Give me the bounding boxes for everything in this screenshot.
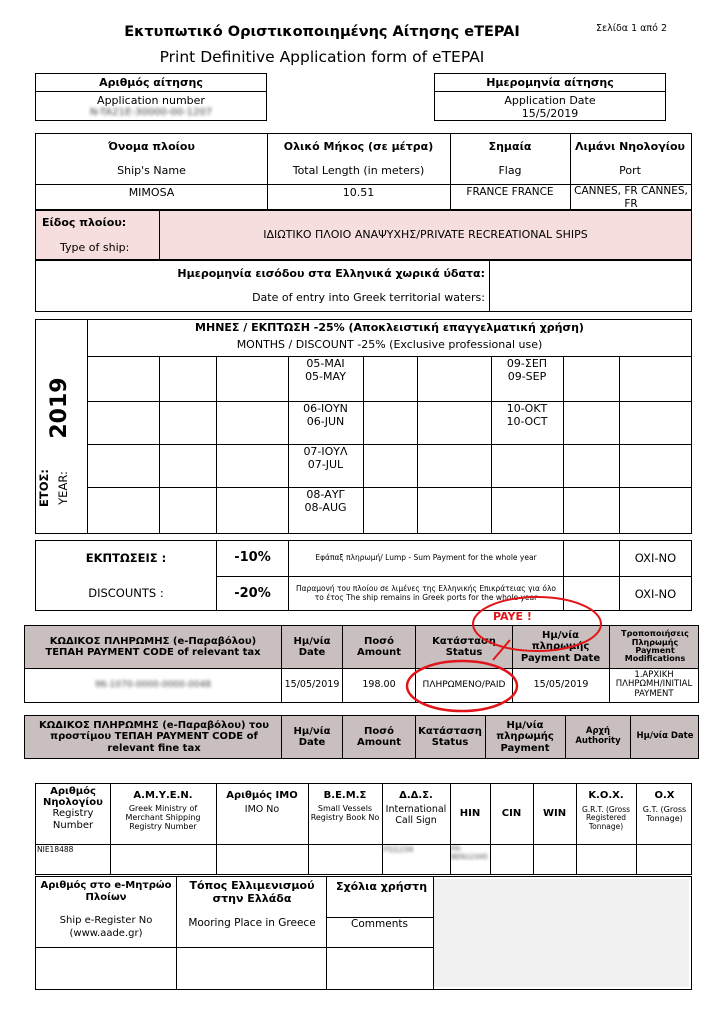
payment-amount-value: 198.00	[362, 678, 396, 690]
payment-status-value: ΠΛΗΡΩΜΕΝΟ/PAID	[422, 679, 506, 690]
fine-authority-header: Αρχή Authority	[575, 726, 621, 746]
entry-date-label-gr: Ημερομηνία εισόδου στα Ελληνικά χωρικά ύδατα:	[177, 267, 485, 280]
application-date-box	[434, 73, 666, 121]
discount-10-value: OXI-NO	[634, 551, 677, 566]
gt-header-gr: Ο.Χ	[654, 790, 675, 801]
paye-annotation-text: PAYE !	[493, 610, 532, 623]
application-number-label-gr: Αριθμός αίτησης	[99, 76, 203, 89]
payment-paydate-header: Ημ/νία πληρωμής Payment Date	[520, 630, 601, 664]
fine-date2-header: Ημ/νία Date	[636, 731, 694, 742]
discount-20-value: OXI-NO	[634, 586, 677, 601]
discount-20-desc: Παραμονή του πλοίου σε λιμένες της Ελληνικής Επικράτειας για όλο το έτος The ship remains in Greek ports for the whole year	[295, 584, 556, 602]
port-label-gr: Λιμάνι Νηολογίου	[575, 140, 685, 153]
win-header: WIN	[542, 808, 567, 819]
month-jun: 06-ΙΟΥΝ 06-JUN	[303, 402, 348, 428]
registry-number-header-en: Registry Number	[52, 808, 94, 831]
payment-paydate-value: 15/05/2019	[533, 678, 589, 690]
amyen-header-gr: Α.Μ.Υ.Ε.Ν.	[133, 790, 193, 801]
payment-code-value: 96-1070-0000-0000-0048	[94, 679, 212, 690]
comments-label-gr: Σχόλια χρήστη	[336, 880, 428, 893]
payment-table	[24, 625, 699, 703]
eregister-label-gr: Αριθμός στο e-Μητρώο Πλοίων	[40, 880, 172, 903]
payment-modifications-header: Τροποποιήσεις Πληρωμής Payment Modifications	[621, 629, 689, 664]
ship-name-value: MIMOSA	[128, 186, 175, 199]
registry-number-value: NIE18488	[37, 845, 74, 854]
imo-header-en: IMO No	[244, 804, 280, 816]
year-label-gr: ΕΤΟΣ:	[37, 469, 51, 507]
grt-header-gr: Κ.Ο.Χ.	[588, 790, 624, 801]
dds-header-en: International Call Sign	[385, 804, 447, 826]
month-jul: 07-ΙΟΥΛ 07-JUL	[303, 445, 348, 471]
ship-type-box	[35, 210, 692, 261]
payment-amount-header: Ποσό Amount	[356, 635, 402, 658]
application-date-value: 15/5/2019	[521, 107, 579, 120]
length-label-en: Total Length (in meters)	[292, 164, 425, 177]
title-greek: Εκτυπωτικό Οριστικοποιημένης Αίτησης eTEPAI	[124, 24, 520, 40]
discounts-label-gr: ΕΚΠΤΩΣΕΙΣ :	[85, 551, 167, 566]
grt-header-en: G.R.T. (Gross Registered Tonnage)	[581, 805, 631, 831]
payment-status-header: Κατάσταση Status	[432, 635, 496, 658]
comments-label-en: Comments	[351, 918, 408, 930]
registry-table	[35, 783, 692, 875]
gt-header-en: G.T. (Gross Tonnage)	[642, 805, 687, 823]
title-english: Print Definitive Application form of eTEPAI	[159, 48, 485, 66]
entry-date-value	[490, 260, 691, 311]
page-indicator: Σελίδα 1 από 2	[596, 23, 667, 34]
port-value: CANNES, FR CANNES, FR	[574, 185, 688, 210]
discount-10-desc: Εφάπαξ πληρωμή/ Lump - Sum Payment for the whole year	[315, 553, 537, 563]
months-header-en: MONTHS / DISCOUNT -25% (Exclusive professional use)	[236, 338, 543, 351]
hin-header: HIN	[459, 808, 481, 819]
month-aug: 08-ΑΥΓ 08-AUG	[304, 488, 347, 514]
discount-20-pct: -20%	[234, 585, 271, 601]
discounts-table	[35, 540, 692, 611]
length-label-gr: Ολικό Μήκος (σε μέτρα)	[283, 140, 434, 153]
length-value: 10.51	[342, 186, 375, 199]
bems-header-gr: Β.Ε.Μ.Σ	[323, 790, 367, 801]
payment-modifications-value: 1.ΑΡΧΙΚΗ ΠΛΗΡΩΜΗ/INITIAL PAYMENT	[615, 669, 693, 699]
flag-label-en: Flag	[498, 164, 522, 177]
amyen-header-en: Greek Ministry of Merchant Shipping Registry Number	[125, 804, 201, 832]
fine-paydate-header: Ημ/νία πληρωμής Payment	[496, 720, 554, 754]
port-label-en: Port	[619, 164, 641, 177]
fine-code-header: ΚΩΔΙΚΟΣ ΠΛΗΡΩΜΗΣ (e-Παραβόλου) του προστίμου ΤΕΠΑΗ PAYMENT CODE of relevant fine tax	[38, 720, 270, 754]
entry-date-box	[35, 259, 692, 312]
ship-name-label-gr: Όνομα πλοίου	[108, 140, 195, 153]
payment-code-header: ΚΩΔΙΚΟΣ ΠΛΗΡΩΜΗΣ (e-Παραβόλου) ΤΕΠΑΗ PAYMENT CODE of relevant tax	[45, 635, 261, 658]
month-sep: 09-ΣΕΠ 09-SEP	[506, 357, 548, 383]
ship-type-label-gr: Είδος πλοίου:	[42, 216, 127, 229]
application-number-value: N-TA21E-30000-00-1207	[89, 107, 213, 118]
payment-date-header: Ημ/νία Date	[293, 635, 331, 658]
ship-name-label-en: Ship's Name	[117, 164, 186, 177]
year-value: 2019	[47, 377, 72, 439]
bottom-table	[35, 876, 692, 990]
year-label-en: YEAR:	[56, 471, 70, 505]
application-number-label-en: Application number	[97, 94, 205, 107]
fine-table	[24, 715, 699, 759]
ship-info-table	[35, 133, 692, 210]
payment-date-value: 15/05/2019	[284, 678, 340, 690]
months-header-gr: ΜΗΝΕΣ / ΕΚΠΤΩΣΗ -25% (Αποκλειστική επαγγελματική χρήση)	[195, 321, 584, 334]
hin-value: FR-BEN12345	[451, 845, 488, 861]
application-date-label-gr: Ημερομηνία αίτησης	[486, 76, 614, 89]
dds-header-gr: Δ.Δ.Σ.	[399, 790, 433, 801]
month-oct: 10-ΟΚΤ 10-OCT	[506, 402, 548, 428]
cin-header: CIN	[501, 808, 522, 819]
ship-type-value: ΙΔΙΩΤΙΚΟ ΠΛΟΙΟ ΑΝΑΨΥΧΗΣ/PRIVATE RECREATIONAL SHIPS	[263, 227, 588, 241]
month-may: 05-ΜΑΙ 05-MAY	[305, 357, 346, 383]
imo-header-gr: Αριθμός IMO	[226, 790, 298, 801]
application-number-box	[35, 73, 267, 121]
entry-date-label-en: Date of entry into Greek territorial waters:	[252, 291, 485, 304]
mooring-label-gr: Τόπος Ελλιμενισμού στην Ελλάδα	[189, 879, 315, 905]
fine-date-header: Ημ/νία Date	[293, 725, 331, 748]
eregister-label-en: Ship e-Register No (www.aade.gr)	[59, 915, 153, 939]
call-sign-value: FG1234	[384, 845, 414, 854]
bems-header-en: Small Vessels Registry Book No	[310, 804, 380, 823]
discounts-label-en: DISCOUNTS :	[88, 585, 164, 600]
ship-type-label-en: Type of ship:	[60, 241, 130, 254]
fine-amount-header: Ποσό Amount	[356, 725, 402, 748]
mooring-label-en: Mooring Place in Greece	[188, 917, 316, 929]
flag-label-gr: Σημαία	[488, 140, 532, 153]
registry-number-header-gr: Αριθμός Νηολογίου	[43, 786, 103, 809]
months-table	[35, 319, 692, 534]
flag-value: FRANCE FRANCE	[466, 186, 554, 198]
discount-10-pct: -10%	[234, 550, 271, 566]
application-date-label-en: Application Date	[504, 94, 596, 107]
fine-status-header: Κατάσταση Status	[418, 725, 482, 748]
